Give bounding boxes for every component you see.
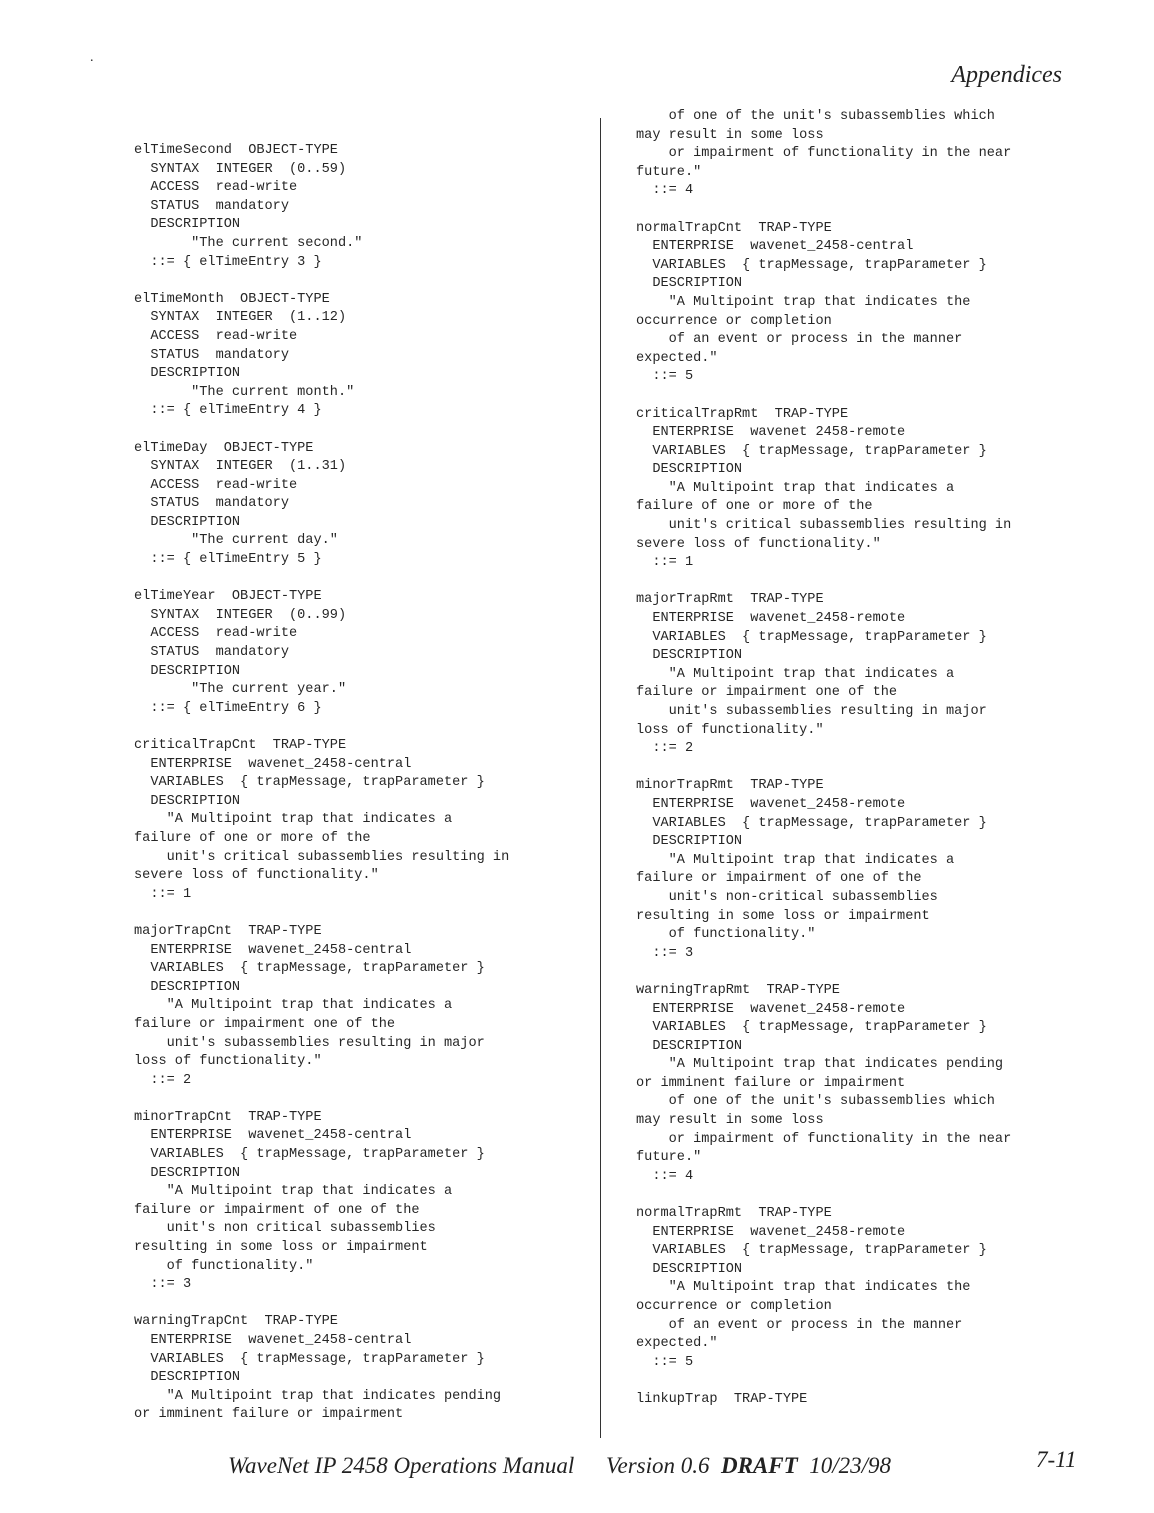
code-line: ::= 5	[636, 369, 694, 385]
code-block	[636, 982, 1091, 1187]
code-block	[636, 406, 1091, 573]
left-column	[134, 142, 584, 1444]
code-line: SYNTAX INTEGER (0..99)	[134, 607, 347, 623]
code-line: may result in some loss	[636, 127, 824, 143]
code-line: DESCRIPTION	[636, 276, 743, 292]
code-line: future."	[636, 164, 702, 180]
code-line: ::= { elTimeEntry 3 }	[134, 254, 322, 270]
code-line: ::= 5	[636, 1354, 694, 1370]
code-line: criticalTrapCnt TRAP-TYPE	[134, 738, 347, 753]
code-line: STATUS mandatory	[134, 645, 289, 661]
code-line: VARIABLES { trapMessage, trapParameter }	[636, 1243, 987, 1259]
code-line: of an event or process in the manner	[636, 1317, 963, 1333]
page-number: 7-11	[1036, 1447, 1077, 1472]
code-line: "A Multipoint trap that indicates pending	[636, 1057, 1004, 1073]
code-line: ::= 2	[636, 741, 694, 757]
code-line: minorTrapRmt TRAP-TYPE	[636, 778, 824, 794]
code-block	[134, 1313, 584, 1425]
code-block	[636, 108, 1091, 201]
code-line: "The current year."	[134, 682, 347, 698]
code-line: failure of one or more of the	[134, 830, 371, 846]
code-line: future."	[636, 1150, 702, 1166]
code-line: ENTERPRISE wavenet_2458-remote	[636, 796, 906, 812]
code-line: unit's critical subassemblies resulting in	[636, 518, 1012, 534]
code-line: failure or impairment one of the	[636, 685, 898, 701]
code-block	[134, 588, 584, 718]
code-line: DESCRIPTION	[134, 979, 241, 995]
code-line: STATUS mandatory	[134, 198, 289, 214]
code-line: DESCRIPTION	[636, 834, 743, 850]
code-line: DESCRIPTION	[134, 1165, 241, 1181]
code-line: loss of functionality."	[134, 1054, 322, 1070]
code-line: ::= { elTimeEntry 6 }	[134, 700, 322, 716]
code-line: ACCESS read-write	[134, 477, 298, 493]
code-block	[636, 1205, 1091, 1372]
code-line: VARIABLES { trapMessage, trapParameter }	[636, 257, 987, 273]
code-line: unit's subassemblies resulting in major	[134, 1035, 485, 1051]
code-line: severe loss of functionality."	[134, 868, 379, 884]
code-line: elTimeMonth OBJECT-TYPE	[134, 291, 330, 307]
code-line: "A Multipoint trap that indicates pending	[134, 1388, 502, 1404]
code-line: ENTERPRISE wavenet_2458-remote	[636, 1001, 906, 1017]
right-column	[636, 108, 1091, 1428]
code-block	[134, 440, 584, 570]
code-line: DESCRIPTION	[134, 514, 241, 530]
code-line: VARIABLES { trapMessage, trapParameter }	[636, 443, 987, 459]
code-line: ::= 2	[134, 1072, 192, 1088]
footer-version: Version 0.6	[606, 1453, 710, 1478]
code-line: of an event or process in the manner	[636, 332, 963, 348]
code-line: or impairment of functionality in the near	[636, 1131, 1012, 1147]
code-line: "A Multipoint trap that indicates a	[134, 812, 453, 828]
code-line: VARIABLES { trapMessage, trapParameter }	[134, 961, 485, 977]
code-line: occurrence or completion	[636, 1299, 832, 1314]
code-line: ::= 1	[636, 555, 694, 571]
code-line: DESCRIPTION	[134, 1370, 241, 1386]
footer-manual-title: WaveNet IP 2458 Operations Manual	[228, 1453, 575, 1478]
code-line: of functionality."	[636, 927, 816, 943]
code-line: VARIABLES { trapMessage, trapParameter }	[134, 1351, 485, 1367]
code-line: failure or impairment one of the	[134, 1016, 396, 1032]
column-divider	[600, 118, 601, 1438]
code-line: ::= 4	[636, 1168, 694, 1184]
code-line: of functionality."	[134, 1258, 314, 1274]
code-line: ::= 3	[636, 945, 694, 961]
footer-date: 10/23/98	[809, 1453, 891, 1478]
code-line: "A Multipoint trap that indicates a	[636, 852, 955, 868]
code-line: failure or impairment of one of the	[134, 1202, 420, 1218]
code-line: expected."	[636, 350, 718, 366]
code-line: elTimeDay OBJECT-TYPE	[134, 440, 314, 456]
code-line: resulting in some loss or impairment	[636, 908, 930, 924]
code-line: ENTERPRISE wavenet_2458-central	[134, 942, 412, 958]
code-line: normalTrapRmt TRAP-TYPE	[636, 1206, 832, 1222]
section-header: Appendices	[951, 62, 1062, 88]
code-line: DESCRIPTION	[636, 462, 743, 478]
code-line: SYNTAX INTEGER (0..59)	[134, 161, 347, 177]
code-line: ENTERPRISE wavenet_2458-central	[636, 239, 914, 255]
code-line: STATUS mandatory	[134, 496, 289, 512]
code-line: "A Multipoint trap that indicates a	[134, 1184, 453, 1200]
code-line: resulting in some loss or impairment	[134, 1240, 428, 1256]
code-line: ::= { elTimeEntry 5 }	[134, 552, 322, 568]
code-line: DESCRIPTION	[134, 366, 241, 382]
code-line: ACCESS read-write	[134, 626, 298, 642]
code-line: DESCRIPTION	[134, 663, 241, 679]
code-line: "A Multipoint trap that indicates the	[636, 1280, 971, 1296]
code-line: ENTERPRISE wavenet_2458-central	[134, 756, 412, 772]
code-line: VARIABLES { trapMessage, trapParameter }	[134, 775, 485, 791]
footer-draft: DRAFT	[721, 1453, 798, 1478]
code-line: ENTERPRISE wavenet_2458-remote	[636, 1224, 906, 1240]
code-line: or impairment of functionality in the near	[636, 146, 1012, 162]
code-line: majorTrapRmt TRAP-TYPE	[636, 592, 824, 608]
code-line: unit's non critical subassemblies	[134, 1221, 436, 1237]
code-line: linkupTrap TRAP-TYPE	[636, 1391, 808, 1407]
code-line: "A Multipoint trap that indicates the	[636, 294, 971, 310]
code-line: may result in some loss	[636, 1113, 824, 1129]
stray-mark: .	[90, 50, 94, 65]
code-line: ENTERPRISE wavenet_2458-central	[134, 1333, 412, 1348]
code-line: expected."	[636, 1336, 718, 1352]
code-line: ENTERPRISE wavenet_2458-remote	[636, 611, 906, 627]
code-line: loss of functionality."	[636, 722, 824, 738]
code-line: elTimeYear OBJECT-TYPE	[134, 589, 322, 605]
code-line: unit's critical subassemblies resulting in	[134, 849, 510, 865]
code-line: minorTrapCnt TRAP-TYPE	[134, 1109, 322, 1125]
code-line: VARIABLES { trapMessage, trapParameter }	[636, 629, 987, 645]
code-block	[636, 220, 1091, 387]
code-line: ACCESS read-write	[134, 328, 298, 344]
code-line: "The current month."	[134, 384, 355, 400]
code-line: "The current second."	[134, 235, 363, 251]
code-line: or imminent failure or impairment	[636, 1075, 906, 1091]
code-block	[134, 923, 584, 1090]
code-line: DESCRIPTION	[134, 217, 241, 233]
code-block	[636, 777, 1091, 963]
code-block	[134, 1109, 584, 1295]
code-line: SYNTAX INTEGER (1..31)	[134, 459, 347, 475]
code-line: warningTrapCnt TRAP-TYPE	[134, 1314, 338, 1330]
code-block	[134, 142, 584, 272]
footer-version-line	[606, 1453, 891, 1479]
code-line: DESCRIPTION	[636, 1261, 743, 1277]
code-line: ::= 1	[134, 886, 192, 902]
code-line: warningTrapRmt TRAP-TYPE	[636, 982, 840, 998]
code-line: of one of the unit's subassemblies which	[636, 109, 995, 124]
code-line: unit's subassemblies resulting in major	[636, 704, 987, 719]
code-line: unit's non-critical subassemblies	[636, 889, 938, 905]
code-block	[636, 591, 1091, 758]
code-line: ENTERPRISE wavenet 2458-remote	[636, 425, 906, 441]
code-line: DESCRIPTION	[636, 648, 743, 664]
code-line: occurrence or completion	[636, 313, 832, 329]
code-line: DESCRIPTION	[134, 793, 241, 809]
code-line: "A Multipoint trap that indicates a	[636, 480, 955, 496]
code-line: STATUS mandatory	[134, 347, 289, 363]
code-line: VARIABLES { trapMessage, trapParameter }	[636, 1020, 987, 1036]
code-line: failure of one or more of the	[636, 499, 873, 515]
code-block	[134, 291, 584, 421]
code-line: "The current day."	[134, 533, 338, 549]
code-line: normalTrapCnt TRAP-TYPE	[636, 220, 832, 236]
code-line: elTimeSecond OBJECT-TYPE	[134, 143, 338, 158]
code-line: DESCRIPTION	[636, 1038, 743, 1054]
code-line: failure or impairment of one of the	[636, 871, 922, 887]
code-line: "A Multipoint trap that indicates a	[134, 998, 453, 1014]
code-block	[134, 737, 584, 904]
code-line: majorTrapCnt TRAP-TYPE	[134, 923, 322, 939]
code-line: or imminent failure or impairment	[134, 1407, 404, 1423]
code-line: of one of the unit's subassemblies which	[636, 1094, 995, 1110]
code-line: ::= { elTimeEntry 4 }	[134, 403, 322, 419]
code-line: ENTERPRISE wavenet_2458-central	[134, 1128, 412, 1144]
code-line: ACCESS read-write	[134, 180, 298, 196]
code-line: SYNTAX INTEGER (1..12)	[134, 310, 347, 326]
code-line: criticalTrapRmt TRAP-TYPE	[636, 406, 849, 422]
code-line: VARIABLES { trapMessage, trapParameter }	[134, 1147, 485, 1163]
code-line: ::= 4	[636, 183, 694, 199]
code-line: VARIABLES { trapMessage, trapParameter }	[636, 815, 987, 831]
code-block	[636, 1391, 1091, 1410]
code-line: severe loss of functionality."	[636, 536, 881, 552]
code-line: "A Multipoint trap that indicates a	[636, 666, 955, 682]
code-line: ::= 3	[134, 1277, 192, 1293]
